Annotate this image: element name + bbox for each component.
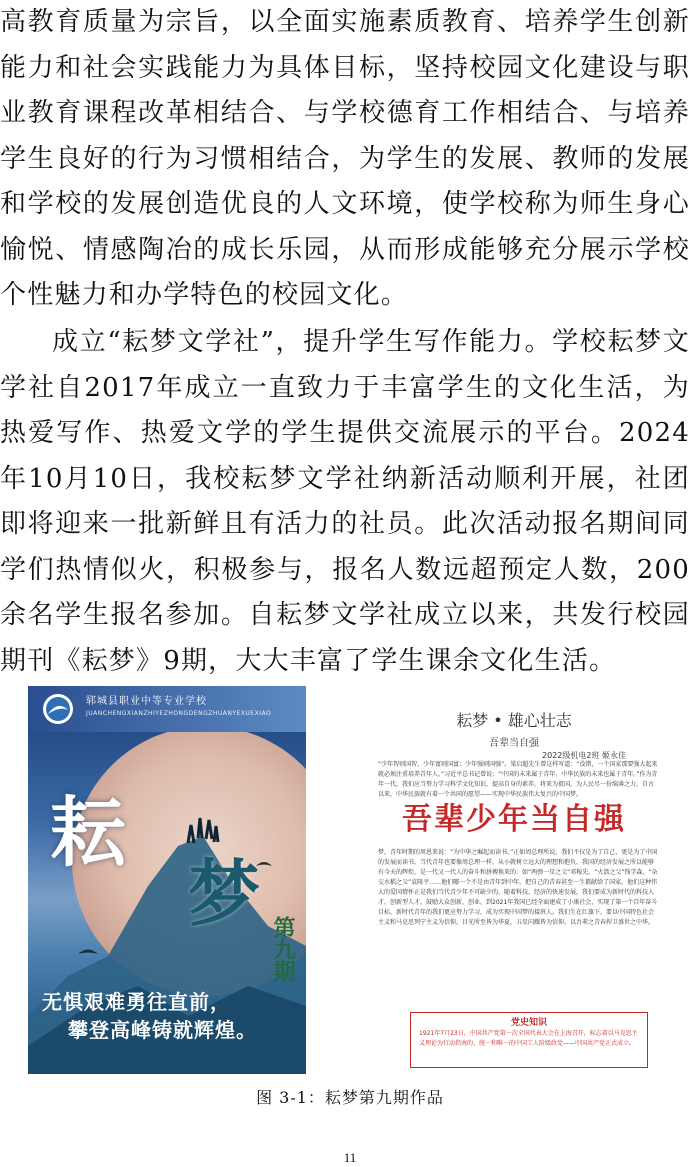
paragraph-2: 成立“耘梦文学社”，提升学生写作能力。学校耘梦文学社自2017年成立一直致力于丰富学生的文化生活，为热爱写作、热爱文学的学生提供交流展示的平台。2024年10月10日，我校耘梦文学社纳新活动顺利开展，社团即将迎来一批新鲜且有活力的社员。此次活动报名期间同学们热情似火，积极参与，报名人数远超预定人数，200余名学生报名参加。自耘梦文学社成立以来，共发行校园期刊《耘梦》9期，大大丰富了学生课余文化生活。: [0, 327, 690, 676]
magazine-article-image: [346, 686, 682, 1074]
magazine-cover-image: [28, 686, 306, 1074]
cover-volume: 第九期: [270, 916, 296, 982]
article-intro: “少年智则国智，少年富则国富；少年强则国强”。梁启超先生曾这样写道：“没错，一个国家那要强大起来就必须注重培养青年人。”习近平总书记曾说：“中国的未来属于青年，中华民族的未来也属于青年。”作为青年一代，我们应当努力学习科学文化知识，提高自身的素养，将来为祖国，为人民尽一份绵薄之力。自古以来，中华民族就有着一个共同的愿望——实现中华民族伟大复兴的中国梦。: [378, 761, 658, 798]
article-author: 2022级机电2班 姬永佳: [542, 751, 626, 760]
cover-slogan-line-1: 无惧艰难勇往直前，: [42, 990, 231, 1014]
figure-caption: 图 3-1：耘梦第九期作品: [256, 1088, 444, 1107]
article-subtitle: 吾辈当自强: [489, 738, 539, 749]
article-big-title: 吾辈少年当自强: [402, 802, 626, 837]
article-header: 耘梦 • 雄心壮志: [456, 711, 572, 730]
school-logo-icon: [38, 692, 78, 726]
box-text: 1921年7月23日，中国共产党第一次全国代表大会在上海召开，标志着以马克思主义理论为行动指南的、统一和唯一的中国工人阶级政党——中国共产党正式成立。: [419, 1030, 638, 1047]
cover-slogan-line-2: 攀登高峰铸就辉煌。: [68, 1018, 257, 1042]
school-name: 郓城县职业中等专业学校: [86, 696, 207, 707]
school-name-pinyin: JUANCHENGXIANZHIYEZHONGDENGZHUANYEXUEXIAO: [86, 710, 272, 717]
box-title: 党史知识: [510, 1018, 547, 1028]
page-number: 11: [343, 1150, 357, 1165]
cover-title-char-2: 梦: [188, 851, 261, 936]
figure: [28, 686, 688, 1076]
paragraph-1: 高教育质量为宗旨，以全面实施素质教育、培养学生创新能力和社会实践能力为具体目标，坚持校园文化建设与职业教育课程改革相结合、与学校德育工作相结合、与培养学生良好的行为习惯相结合，为学生的发展、教师的发展和学校的发展创造优良的人文环境，使学校称为师生身心愉悦、情感陶冶的成长乐园，从而形成能够充分展示学校个性魅力和办学特色的校园文化。: [0, 7, 690, 310]
cover-title-char-1: 耘: [50, 788, 126, 877]
article-body: 梦，青年时期的周恩来说：“为中华之崛起而读书。”正如周总理所说，我们不仅是为了自己，更是为了中国的发展而读书。当代青年也要像周总理一样，从小就树立远大的理想和抱负。我国的经济发展之所以能够有今天的辉煌，是一代又一代人的奋斗和拼搏换来的：如“两弹一星之父”邓稼先、“火箭之父”钱学森、“杂交水稻之父”袁隆平……他们哪一个不是由青年到中年，把自己的青春甚至一生都献给了国家。他们这种伟大的爱国情怀正是我们当代青少年不可缺少的。随着科技、经济的快速发展，我们要成为新时代的科技人才，创新型人才，鼓励大众创新，创业。到2021年我国已经全面建成了小康社会，实现了第一个百年奋斗目标，新时代青年的我们更应努力学习，成为实现中国梦的接班人。我们生在红旗下，要以中国特色社会主义和马克思列宁主义为信仰，目光所至皆为华夏，五星闪耀皆为信仰。以吾辈之青春捍卫盛世之中华。: [378, 849, 658, 926]
party-history-box: [410, 1012, 648, 1068]
